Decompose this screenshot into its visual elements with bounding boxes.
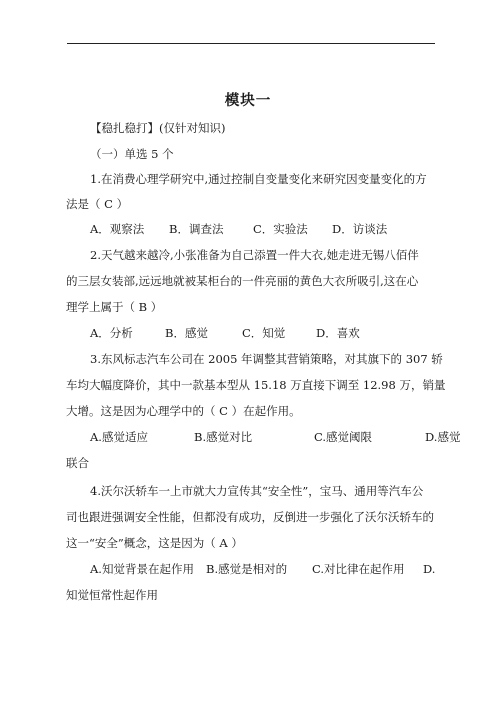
question-2-line-2: 的三层女装部,远远地就被某柜台的一件亮丽的黄色大衣所吸引,这在心 (66, 274, 419, 288)
question-2-line-1: 2.天气越来越冷,小张准备为自己添置一件大衣,她走进无锡八佰伴 (90, 248, 419, 262)
question-4-option-b: B.感觉是相对的 (206, 562, 288, 576)
question-1-option-c: C．实验法 (253, 222, 308, 236)
question-3-option-d: D.感觉 (425, 430, 461, 444)
header-rule (67, 43, 435, 44)
question-3-option-b: B.感觉对比 (194, 430, 253, 444)
question-3-option-c: C.感觉阈限 (314, 430, 373, 444)
question-3-option-d-continued: 联合 (66, 456, 89, 470)
question-1-option-b: B．调查法 (169, 222, 224, 236)
question-4-option-c: C.对比律在起作用 (312, 562, 405, 576)
question-2-line-3: 理学上属于（ B ） (66, 300, 163, 314)
question-3-line-3: 大增。这是因为心理学中的（ C ）在起作用。 (66, 404, 301, 418)
question-1-option-d: D．访谈法 (332, 222, 388, 236)
question-4-line-1: 4.沃尔沃轿车一上市就大力宣传其“安全性”，宝马、通用等汽车公 (90, 484, 424, 498)
question-4-line-3: 这一“安全”概念，这是因为（ A ） (66, 536, 243, 550)
question-4-option-d-continued: 知觉恒常性起作用 (66, 588, 158, 602)
question-1-option-a: A．观察法 (90, 222, 145, 236)
question-4-line-2: 司也跟进强调安全性能，但都没有成功，反倒进一步强化了沃尔沃轿车的 (66, 510, 434, 524)
question-3-option-a: A.感觉适应 (90, 430, 148, 444)
question-3-line-2: 车均大幅度降价，其中一款基本型从 15.18 万直接下调至 12.98 万，销量 (66, 378, 446, 392)
question-2-option-d: D．喜欢 (316, 326, 360, 340)
question-1-line-1: 1.在消费心理学研究中,通过控制自变量变化来研究因变量变化的方 (90, 172, 427, 186)
question-2-option-c: C．知觉 (242, 326, 286, 340)
section-heading: 【稳扎稳打】(仅针对知识) (90, 121, 226, 135)
question-4-option-d: D. (423, 562, 436, 576)
page-title: 模块一 (224, 93, 272, 109)
question-2-option-b: B．感觉 (165, 326, 208, 340)
question-3-line-1: 3.东风标志汽车公司在 2005 年调整其营销策略，对其旗下的 307 轿 (90, 352, 443, 366)
question-4-option-a: A.知觉背景在起作用 (90, 562, 194, 576)
question-1-line-2: 法是（ C ） (66, 197, 129, 211)
question-2-option-a: A．分析 (90, 326, 133, 340)
subsection-heading: （一）单选 5 个 (90, 147, 174, 161)
